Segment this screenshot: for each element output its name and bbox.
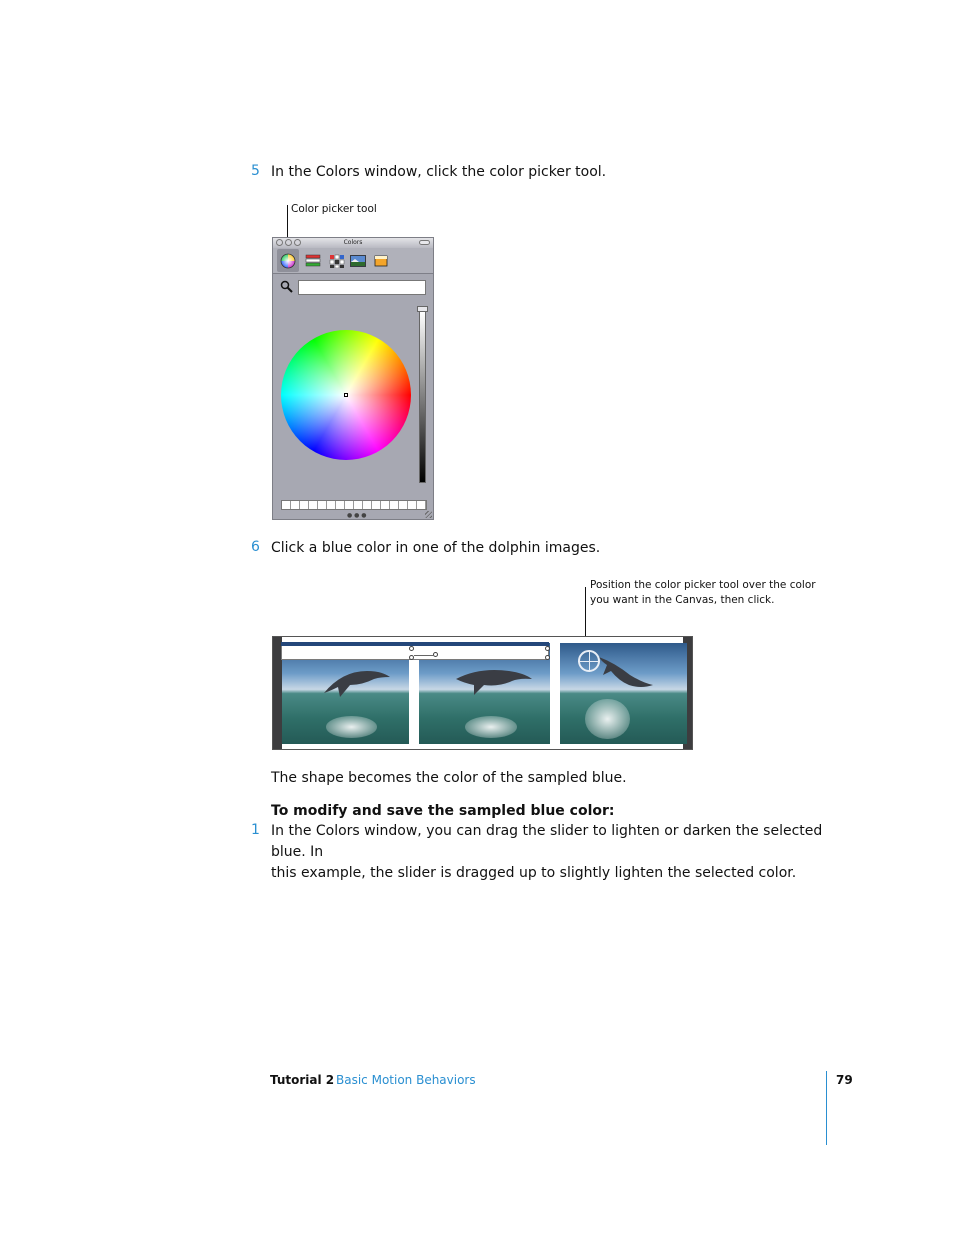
- dolphin-icon: [322, 663, 392, 703]
- shape-handle[interactable]: [545, 646, 550, 651]
- rotation-handle-line: [414, 655, 434, 656]
- footer-chapter-label: Tutorial 2: [270, 1073, 335, 1087]
- step-number: 5: [251, 163, 260, 179]
- step-text: [271, 821, 831, 884]
- step-text: Click a blue color in one of the dolphin images.: [271, 540, 601, 556]
- image-palettes-icon: [350, 254, 366, 268]
- magnifier-icon[interactable]: [280, 280, 294, 294]
- footer-divider: [826, 1071, 827, 1145]
- toolbar-toggle-button[interactable]: [419, 240, 430, 245]
- color-wheel-selector[interactable]: [344, 393, 348, 397]
- brightness-slider[interactable]: [419, 311, 426, 483]
- result-text: The shape becomes the color of the sampled blue.: [271, 770, 627, 786]
- selected-shape-fill: [281, 642, 549, 646]
- water-splash: [326, 716, 377, 738]
- color-sliders-icon: [305, 254, 321, 268]
- window-title: Colors: [343, 239, 363, 246]
- callout-line: you want in the Canvas, then click.: [590, 594, 775, 606]
- callout-color-picker-tool: Color picker tool: [291, 203, 377, 215]
- step-text-line: In the Colors window, you can drag the slider to lighten or darken the selected blue. In: [271, 823, 823, 860]
- color-wheel[interactable]: [281, 330, 411, 460]
- dolphin-icon: [454, 661, 534, 701]
- step-number: 6: [251, 539, 260, 555]
- shape-handle[interactable]: [545, 655, 550, 660]
- shape-handle[interactable]: [409, 646, 414, 651]
- color-sliders-tab[interactable]: [305, 253, 321, 267]
- crayons-icon: [373, 254, 389, 268]
- colors-window: [272, 237, 434, 520]
- water-splash: [585, 699, 629, 739]
- callout-line: Position the color picker tool over the color: [590, 579, 816, 591]
- color-palettes-tab[interactable]: [329, 253, 345, 267]
- water-splash: [465, 716, 517, 738]
- dolphin-icon: [595, 653, 655, 693]
- step-number: 1: [251, 822, 260, 838]
- color-picker-cursor-icon: [578, 650, 600, 672]
- task-heading: To modify and save the sampled blue color:: [271, 803, 615, 819]
- resize-handle-icon[interactable]: [425, 511, 432, 518]
- color-palettes-icon: [329, 254, 345, 268]
- page-number: 79: [836, 1073, 853, 1087]
- swatch-grip-icon[interactable]: ● ● ●: [347, 512, 367, 519]
- color-wheel-tab[interactable]: [277, 249, 299, 272]
- colors-toolbar: [273, 248, 433, 274]
- footer-chapter-title: Basic Motion Behaviors: [336, 1073, 476, 1087]
- color-swatch-strip[interactable]: [281, 500, 427, 510]
- step-text-line: this example, the slider is dragged up to slightly lighten the selected color.: [271, 865, 797, 881]
- image-palettes-tab[interactable]: [350, 253, 366, 267]
- brightness-slider-knob[interactable]: [417, 306, 428, 312]
- callout-position-picker: [590, 578, 816, 608]
- color-name-field[interactable]: [298, 280, 426, 295]
- color-wheel-icon: [277, 249, 299, 272]
- crayons-tab[interactable]: [373, 253, 389, 267]
- step-text: In the Colors window, click the color picker tool.: [271, 164, 607, 180]
